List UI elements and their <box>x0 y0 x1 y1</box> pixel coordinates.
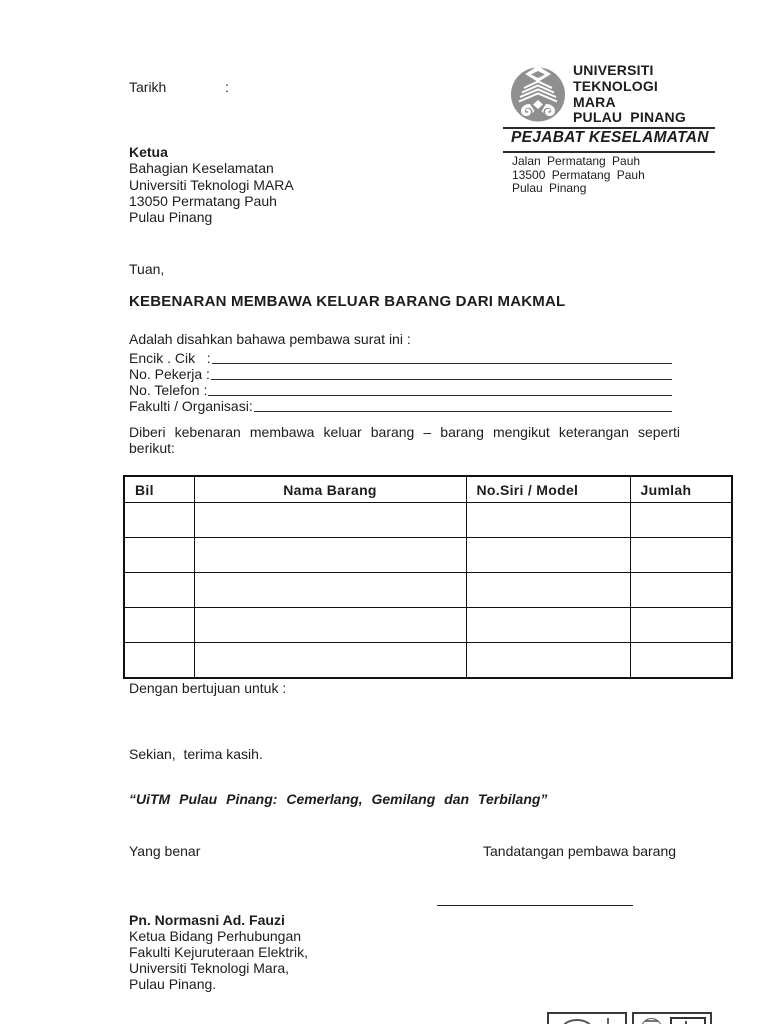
table-cell[interactable] <box>630 573 732 608</box>
table-cell[interactable] <box>466 643 630 679</box>
field-faculty <box>129 398 672 414</box>
subject-title: KEBENARAN MEMBAWA KELUAR BARANG DARI MAKMAL <box>129 293 566 310</box>
items-table <box>123 475 733 679</box>
sign-left-label: Yang benar <box>129 843 201 859</box>
table-cell[interactable] <box>466 608 630 643</box>
table-cell[interactable] <box>194 643 466 679</box>
col-header-nama-barang: Nama Barang <box>194 476 466 503</box>
bottom-action-button-2[interactable] <box>632 1012 712 1024</box>
table-row <box>124 643 732 679</box>
ellipse-logo-icon <box>561 1019 593 1024</box>
field-phone-no <box>129 382 672 398</box>
motto-text: “UiTM Pulau Pinang: Cemerlang, Gemilang dan Terbilang” <box>129 791 548 807</box>
field-employee-no <box>129 366 672 382</box>
table-cell[interactable] <box>630 538 732 573</box>
office-name: PEJABAT KESELAMATAN <box>511 129 709 146</box>
table-header-row <box>124 476 732 503</box>
table-cell[interactable] <box>124 643 194 679</box>
field-phone-no-label: No. Telefon : <box>129 382 208 398</box>
table-cell[interactable] <box>466 573 630 608</box>
field-faculty-label: Fakulti / Organisasi: <box>129 398 253 414</box>
date-label: Tarikh <box>129 79 167 95</box>
table-cell[interactable] <box>630 643 732 679</box>
closing-text: Sekian, terima kasih. <box>129 746 263 762</box>
table-cell[interactable] <box>124 608 194 643</box>
letterhead-divider-bottom <box>503 151 715 153</box>
signatory-name: Pn. Normasni Ad. Fauzi <box>129 912 285 928</box>
table-cell[interactable] <box>466 538 630 573</box>
field-employee-no-label: No. Pekerja : <box>129 366 210 382</box>
permission-text: Diberi kebenaran membawa keluar barang – barang mengikut keterangan seperti berikut: <box>129 424 680 456</box>
table-cell[interactable] <box>124 538 194 573</box>
table-cell[interactable] <box>194 608 466 643</box>
field-name <box>129 350 672 366</box>
table-cell[interactable] <box>466 503 630 538</box>
recipient-address: Ketua Bahagian Keselamatan Universiti Teknologi MARA 13050 Permatang Pauh Pulau Pinang <box>129 144 294 226</box>
table-cell[interactable] <box>630 608 732 643</box>
applicant-fields <box>129 331 672 414</box>
date-colon: : <box>225 79 229 95</box>
university-name: UNIVERSITI TEKNOLOGI MARA PULAU PINANG <box>573 62 686 126</box>
recipient-title: Ketua <box>129 144 168 160</box>
table-row <box>124 608 732 643</box>
field-name-label: Encik . Cik : <box>129 350 211 366</box>
table-cell[interactable] <box>124 503 194 538</box>
office-address: Jalan Permatang Pauh 13500 Permatang Pauh Pulau Pinang <box>512 154 645 196</box>
field-name-blank-line[interactable] <box>212 350 672 364</box>
table-cell[interactable] <box>194 573 466 608</box>
round-emblem-icon <box>641 1018 662 1024</box>
intro-text: Adalah disahkan bahawa pembawa surat ini : <box>129 331 411 347</box>
table-cell[interactable] <box>124 573 194 608</box>
field-phone-no-blank-line[interactable] <box>208 382 672 396</box>
table-cell[interactable] <box>194 538 466 573</box>
uitm-logo-icon <box>510 63 566 124</box>
bottom-action-button-1[interactable] <box>547 1012 627 1024</box>
purpose-label: Dengan bertujuan untuk : <box>129 680 287 696</box>
table-cell[interactable] <box>630 503 732 538</box>
framed-emblem-icon <box>670 1017 706 1024</box>
table-row <box>124 503 732 538</box>
table-cell[interactable] <box>194 503 466 538</box>
salutation: Tuan, <box>129 261 165 277</box>
col-header-bil: Bil <box>124 476 194 503</box>
col-header-jumlah: Jumlah <box>630 476 732 503</box>
signatory-block: Pn. Normasni Ad. Fauzi Ketua Bidang Perhubungan Fakulti Kejuruteraan Elektrik, Universiti Teknologi Mara, Pulau Pinang. <box>129 912 308 992</box>
sign-right-label: Tandatangan pembawa barang <box>483 843 677 859</box>
col-header-no-siri-model: No.Siri / Model <box>466 476 630 503</box>
date-line <box>129 79 229 95</box>
tick-mark-icon <box>607 1018 609 1024</box>
field-employee-no-blank-line[interactable] <box>211 366 672 380</box>
table-row <box>124 538 732 573</box>
signature-blank-line[interactable] <box>437 905 633 906</box>
table-row <box>124 573 732 608</box>
field-faculty-blank-line[interactable] <box>254 398 672 412</box>
